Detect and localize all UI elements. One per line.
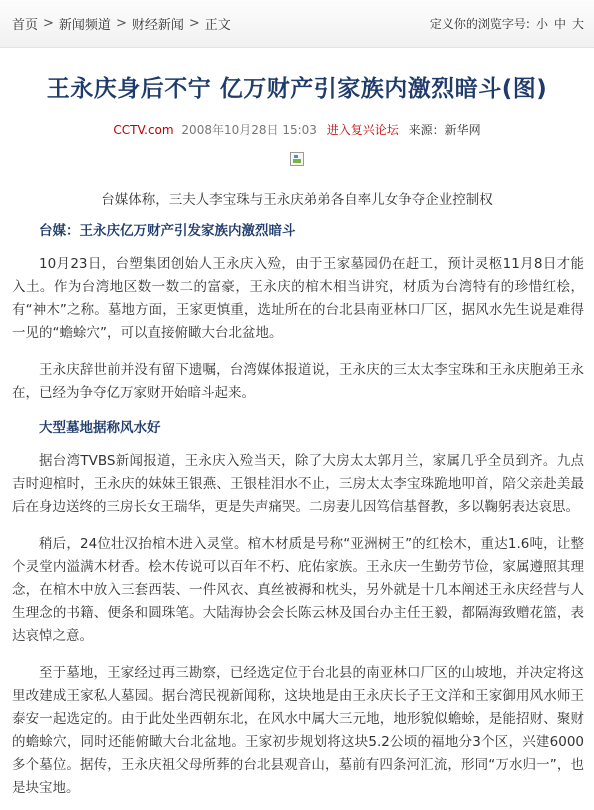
breadcrumb-home-link[interactable]: 首页 [12, 18, 39, 33]
article-meta [0, 121, 594, 138]
breadcrumb-finance-news-link[interactable]: 财经新闻 [131, 18, 184, 33]
top-bar [0, 0, 594, 48]
article-paragraph: 据台湾TVBS新闻报道，王永庆入殓当天，除了大房太太郭月兰，家属几乎全员到齐。九点吉时迎棺时，王永庆的妹妹王银燕、王银桂泪水不止，三房太太李宝珠跪地叩首，陪父亲赴美最后在身边送终的三房长女王瑞华，更是失声痛哭。二房妻儿因笃信基督教，多以鞠躬表达哀思。 [12, 453, 584, 515]
article-paragraph: 稍后，24位壮汉抬棺木进入灵堂。棺木材质是号称“亚洲树王”的红桧木，重达1.6吨，让整个灵堂内溢满木材香。桧木传说可以百年不朽、庇佑家族。王永庆一生勤劳节俭，家属遵照其理念，在棺木中放入三套西装、一件风衣、真丝被褥和枕头，另外就是十几本阐述王永庆经营与人生理念的书籍、便条和圆珠笔。大陆海协会会长陈云林及国台办主任王毅，都隔海致赠花篮，表达哀悼之意。 [12, 536, 584, 644]
font-size-label: 定义你的浏览字号: [429, 17, 530, 31]
font-size-picker [430, 15, 584, 32]
origin-source: 来源：新华网 [408, 123, 481, 137]
image-caption: 台媒体称，三夫人李宝珠与王永庆弟弟各自率儿女争夺企业控制权 [101, 192, 493, 208]
breadcrumb-separator: > [115, 16, 127, 31]
article-body [0, 220, 594, 800]
breadcrumb-news-channel-link[interactable]: 新闻频道 [58, 18, 111, 33]
broken-image-icon [290, 152, 304, 166]
breadcrumb [12, 14, 231, 33]
section-heading: 大型墓地据称风水好 [39, 420, 161, 436]
section-heading: 台媒：王永庆亿万财产引发家族内激烈暗斗 [39, 223, 296, 239]
article-title: 王永庆身后不宁 亿万财产引家族内激烈暗斗(图) [46, 76, 548, 102]
breadcrumb-current-article[interactable]: 正文 [204, 18, 231, 33]
breadcrumb-separator: > [188, 16, 200, 31]
article-paragraph: 10月23日，台塑集团创始人王永庆入殓，由于王家墓园仍在赶工，预计灵柩11月8日才能入土。作为台湾地区数一数二的富豪，王永庆的棺木相当讲究，材质为台湾特有的珍惜红桧，有“神木”之称。墓地方面，王家更慎重，选址所在的台北县南亚林口厂区，据风水先生说是难得一见的“蟾蜍穴”，可以直接俯瞰大台北盆地。 [12, 256, 584, 341]
breadcrumb-separator: > [43, 16, 54, 31]
font-size-small-option[interactable]: 小 [535, 17, 548, 31]
forum-link[interactable]: 进入复兴论坛 [326, 123, 399, 137]
font-size-medium-option[interactable]: 中 [553, 17, 566, 31]
font-size-large-option[interactable]: 大 [571, 17, 584, 31]
publish-time: 2008年10月28日 15:03 [181, 123, 317, 137]
source-name: CCTV.com [113, 123, 174, 137]
article-paragraph: 王永庆辞世前并没有留下遗嘱，台湾媒体报道说，王永庆的三太太李宝珠和王永庆胞弟王永在，已经为争夺亿万家财开始暗斗起来。 [12, 362, 584, 401]
article-paragraph: 至于墓地，王家经过再三勘察，已经选定位于台北县的南亚林口厂区的山坡地，并决定将这里改建成王家私人墓园。据台湾民视新闻称，这块地是由王永庆长子王文洋和王家御用风水师王泰安一起选定的。由于此处坐西朝东北，在风水中属大三元地，地形貌似蟾蜍，是能招财、聚财的蟾蜍穴，同时还能俯瞰大台北盆地。王家初步规划将这块5.2公顷的福地分3个区，兴建6000多个墓位。据传，王永庆祖父母所葬的台北县观音山，墓前有四条河汇流，形同“万水归一”，也是块宝地。 [12, 665, 584, 796]
